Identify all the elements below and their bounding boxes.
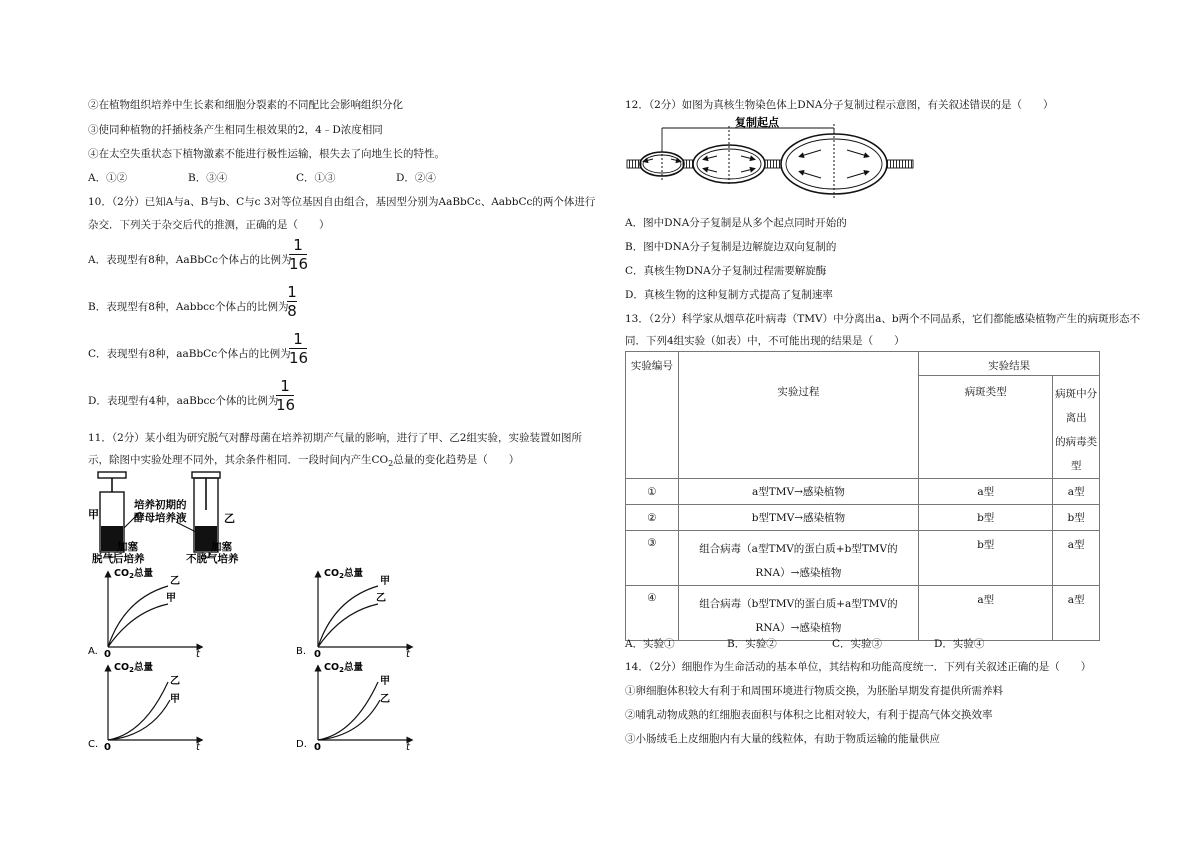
q12-stem: 12．（2分）如图为真核生物染色体上DNA分子复制过程示意图，有关叙述错误的是（ ）	[625, 99, 1054, 111]
graph-ylabel: $CO_2$总量	[324, 662, 363, 674]
graph-origin: 0	[104, 649, 111, 660]
fraction-denominator: 8	[287, 302, 297, 320]
curve-upper-label: 甲	[380, 676, 390, 687]
q14-item-2: ②哺乳动物成熟的红细胞表面积与体积之比相对较大，有利于提高气体交换效率	[625, 709, 993, 721]
q11-stem-line1: 11．（2分）某小组为研究脱气对酵母菌在培养初期产气量的影响，进行了甲、乙2组实验，实验装置如图所	[88, 432, 582, 444]
q13-option-b: B．实验②	[727, 638, 777, 650]
q12-option-a: A．图中DNA分子复制是从多个起点同时开始的	[625, 217, 847, 229]
curve-lower-label: 甲	[166, 593, 176, 604]
graph-option-b: B.	[296, 646, 307, 657]
replication-bubble-large	[781, 124, 887, 198]
q13-option-d: D．实验④	[934, 638, 985, 650]
header-process: 实验过程	[678, 376, 918, 479]
left-caption: 脱气后培养	[92, 553, 145, 565]
graph-option-d: D.	[296, 739, 307, 750]
curve-upper-label: 甲	[380, 576, 390, 587]
q14-stem: 14．（2分）细胞作为生命活动的基本单位，其结构和功能高度统一．下列有关叙述正确的是（ ）	[625, 661, 1092, 673]
curve-lower-label: 乙	[380, 694, 390, 705]
q10-option-d-fraction	[276, 378, 294, 413]
graph-c	[88, 661, 201, 753]
q12-option-b: B．图中DNA分子复制是边解旋边双向复制的	[625, 241, 837, 253]
graph-option-a: A.	[88, 646, 98, 657]
graph-ylabel: $CO_2$总量	[324, 568, 363, 580]
table-row: ② b型TMV→感染植物 b型 b型	[626, 505, 1100, 531]
q9-statement-2: ②在植物组织培养中生长素和细胞分裂素的不同配比会影响组织分化	[88, 99, 403, 111]
q10-option-c-fraction	[289, 331, 307, 366]
graph-xlabel: t	[196, 649, 200, 660]
curve-upper-label: 乙	[170, 676, 180, 687]
fraction-numerator: 1	[293, 236, 303, 254]
graph-origin: 0	[314, 742, 321, 753]
graph-xlabel: t	[196, 742, 200, 753]
header-isolated-virus: 病斑中分 离出 的病毒类 型	[1053, 376, 1100, 479]
header-results: 实验结果	[919, 352, 1100, 376]
graph-a	[88, 567, 201, 660]
q13-option-a: A．实验①	[625, 638, 675, 650]
q10-option-d: D．表现型有4种，aaBbcc个体的比例为	[88, 395, 279, 407]
q10-option-b-fraction	[287, 284, 297, 319]
right-tube-label: 乙	[224, 512, 235, 525]
q13-stem-line2: 同．下列4组实验（如表）中，不可能出现的结果是（ ）	[625, 335, 905, 347]
replication-bubble-medium	[693, 126, 765, 186]
co2-graphs	[84, 564, 424, 754]
q10-option-b: B．表现型有8种，Aabbcc个体占的比例为	[88, 301, 289, 313]
graph-option-c: C.	[88, 739, 99, 750]
curve-upper-label: 乙	[170, 576, 180, 587]
q10-option-a-fraction	[289, 237, 307, 272]
right-stopper-label: 加塞	[211, 541, 232, 553]
table-row: ③ 组合病毒（a型TMV的蛋白质+b型TMV的 RNA）→感染植物 b型 a型	[626, 531, 1100, 586]
fraction-denominator: 16	[289, 255, 309, 273]
fraction-denominator: 16	[276, 396, 296, 414]
fraction-numerator: 1	[287, 283, 297, 301]
q9-option-a: A．①②	[88, 172, 128, 184]
curve-lower-label: 乙	[376, 593, 386, 604]
fraction-numerator: 1	[293, 330, 303, 348]
q13-stem-line1: 13．（2分）科学家从烟草花叶病毒（TMV）中分离出a、b两个不同品系，它们都能感染植物产生的病斑形态不	[625, 313, 1141, 325]
q11-stem-line2: 示，除图中实验处理不同外，其余条件相同．一段时间内产生$CO_2$总量的变化趋势是（ ）	[88, 454, 520, 469]
medium-label-line2: 酵母培养液	[134, 512, 187, 524]
yeast-apparatus-figure	[84, 470, 274, 566]
q12-option-d: D．真核生物的这种复制方式提高了复制速率	[625, 289, 833, 301]
right-caption: 不脱气培养	[186, 553, 239, 565]
q9-option-c: C．①③	[296, 172, 336, 184]
experiment-table	[625, 351, 1100, 641]
q9-option-d: D．②④	[396, 172, 436, 184]
q9-statement-4: ④在太空失重状态下植物激素不能进行极性运输，根失去了向地生长的特性。	[88, 148, 445, 160]
dna-replication-diagram	[625, 114, 915, 206]
q12-option-c: C．真核生物DNA分子复制过程需要解旋酶	[625, 265, 827, 277]
fraction-numerator: 1	[280, 377, 290, 395]
dna-double-strand	[627, 160, 913, 168]
replication-bubble-small	[640, 150, 684, 180]
curve-lower	[318, 700, 380, 740]
q9-statement-3: ③使同种植物的扦插枝条产生相同生根效果的2，4﹣D浓度相同	[88, 124, 383, 136]
q14-item-3: ③小肠绒毛上皮细胞内有大量的线粒体，有助于物质运输的能量供应	[625, 733, 940, 745]
medium-label-line1: 培养初期的	[134, 499, 187, 511]
q10-stem-line2: 杂交．下列关于杂交后代的推测，正确的是（ ）	[88, 219, 330, 231]
q10-stem-line1: 10．（2分）已知A与a、B与b、C与c 3对等位基因自由组合，基因型分别为AaBbCc、AabbCc的两个体进行	[88, 196, 596, 208]
q13-option-c: C．实验③	[832, 638, 883, 650]
q14-item-1: ①卵细胞体积较大有利于和周围环境进行物质交换，为胚胎早期发育提供所需养料	[625, 685, 1003, 697]
fraction-denominator: 16	[289, 349, 309, 367]
graph-xlabel: t	[406, 649, 410, 660]
header-experiment-number: 实验编号	[626, 352, 679, 479]
q10-option-a: A．表现型有8种，AaBbCc个体占的比例为	[88, 254, 292, 266]
header-lesion-type: 病斑类型	[919, 376, 1053, 479]
q9-option-b: B．③④	[188, 172, 228, 184]
graph-d	[296, 661, 411, 753]
left-tube-label: 甲	[88, 508, 99, 521]
graph-origin: 0	[104, 742, 111, 753]
curve-lower	[108, 700, 170, 740]
graph-b	[296, 567, 411, 660]
graph-origin: 0	[314, 649, 321, 660]
graph-xlabel: t	[406, 742, 410, 753]
graph-ylabel: $CO_2$总量	[114, 662, 153, 674]
left-stopper-label: 加塞	[117, 541, 138, 553]
origin-label: 复制起点	[735, 116, 779, 129]
q10-option-c: C．表现型有8种，aaBbCc个体占的比例为	[88, 348, 291, 360]
table-row: ④ 组合病毒（b型TMV的蛋白质+a型TMV的 RNA）→感染植物 a型 a型	[626, 586, 1100, 641]
curve-lower-label: 甲	[170, 694, 180, 705]
table-row: ① a型TMV→感染植物 a型 a型	[626, 479, 1100, 505]
graph-ylabel: $CO_2$总量	[114, 568, 153, 580]
